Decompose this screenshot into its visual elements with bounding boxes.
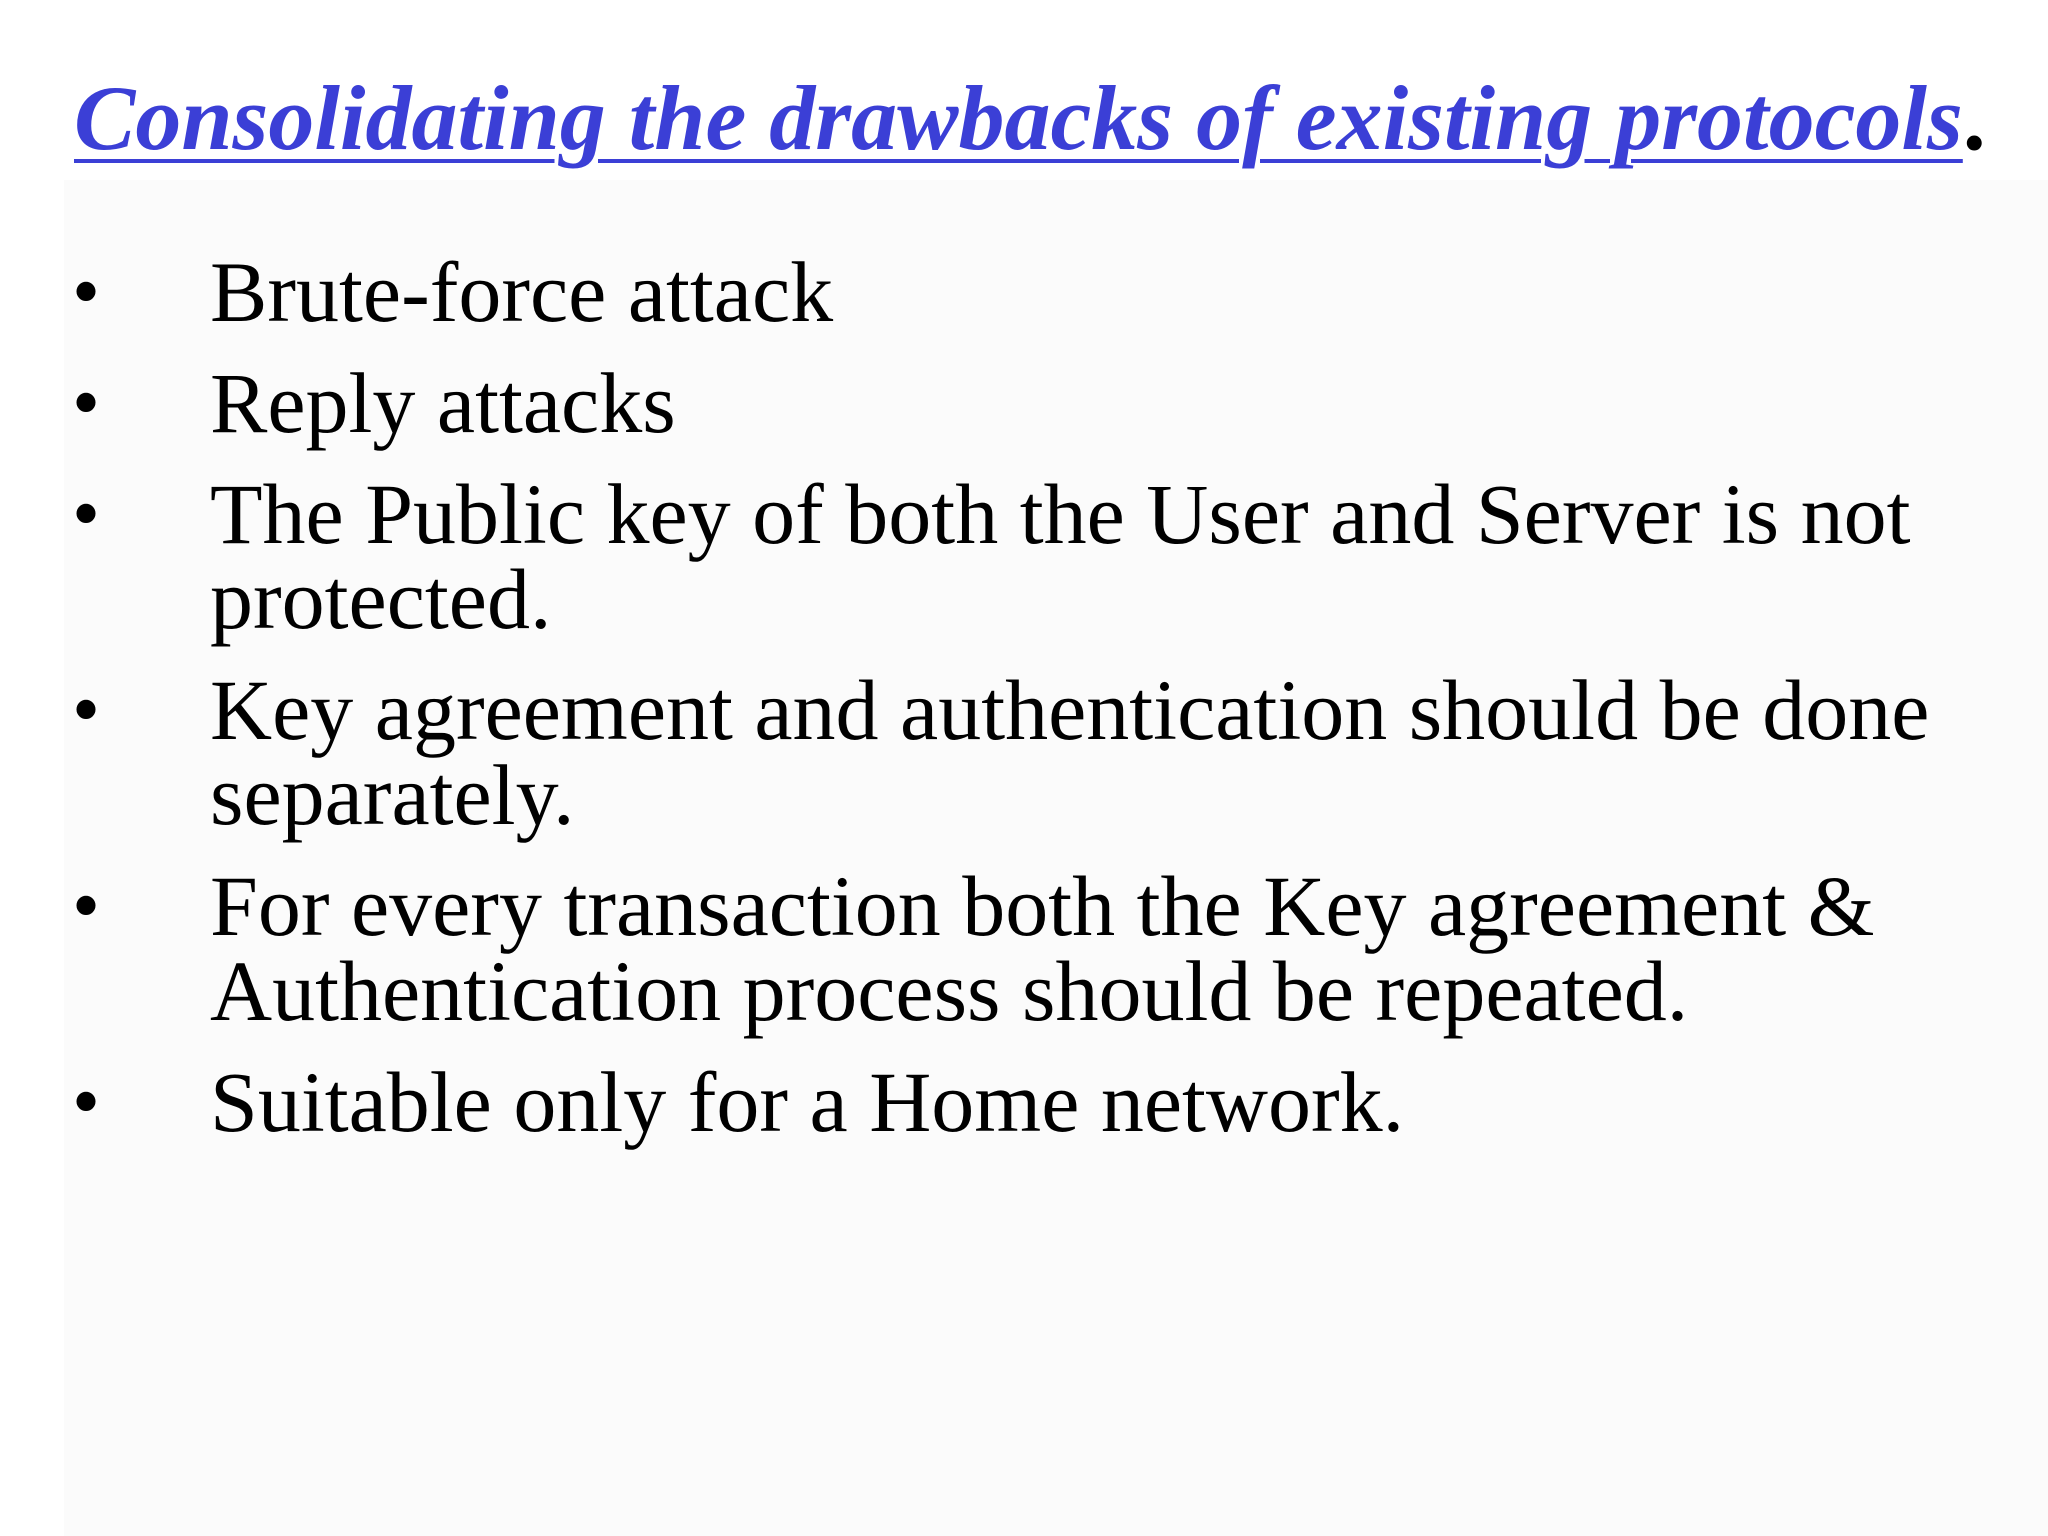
bullet-item: [0, 662, 2040, 843]
bullet-text: Brute-force attack: [210, 244, 834, 340]
slide-title: [74, 68, 1986, 168]
bullet-marker: •: [72, 862, 101, 950]
bullet-list: [0, 244, 2048, 1171]
bullet-marker: •: [72, 666, 101, 754]
bullet-text: The Public key of both the User and Server is not protected.: [210, 466, 1911, 647]
bullet-text: Key agreement and authentication should be done separately.: [210, 662, 1930, 843]
bullet-item: [0, 244, 2040, 340]
bullet-marker: •: [72, 248, 101, 336]
bullet-item: [0, 355, 2040, 451]
bullet-marker: •: [72, 359, 101, 447]
bullet-item: [0, 1054, 2040, 1150]
bullet-text: Suitable only for a Home network.: [210, 1054, 1405, 1150]
bullet-item: [0, 858, 2040, 1039]
bullet-marker: •: [72, 470, 101, 558]
bullet-text: Reply attacks: [210, 355, 676, 451]
bullet-text: For every transaction both the Key agreement & Authentication process should be repeated.: [210, 858, 1875, 1039]
slide-title-text: Consolidating the drawbacks of existing protocols: [74, 67, 1963, 169]
bullet-item: [0, 466, 2040, 647]
slide-title-period: .: [1962, 67, 1986, 169]
bullet-marker: •: [72, 1058, 101, 1146]
